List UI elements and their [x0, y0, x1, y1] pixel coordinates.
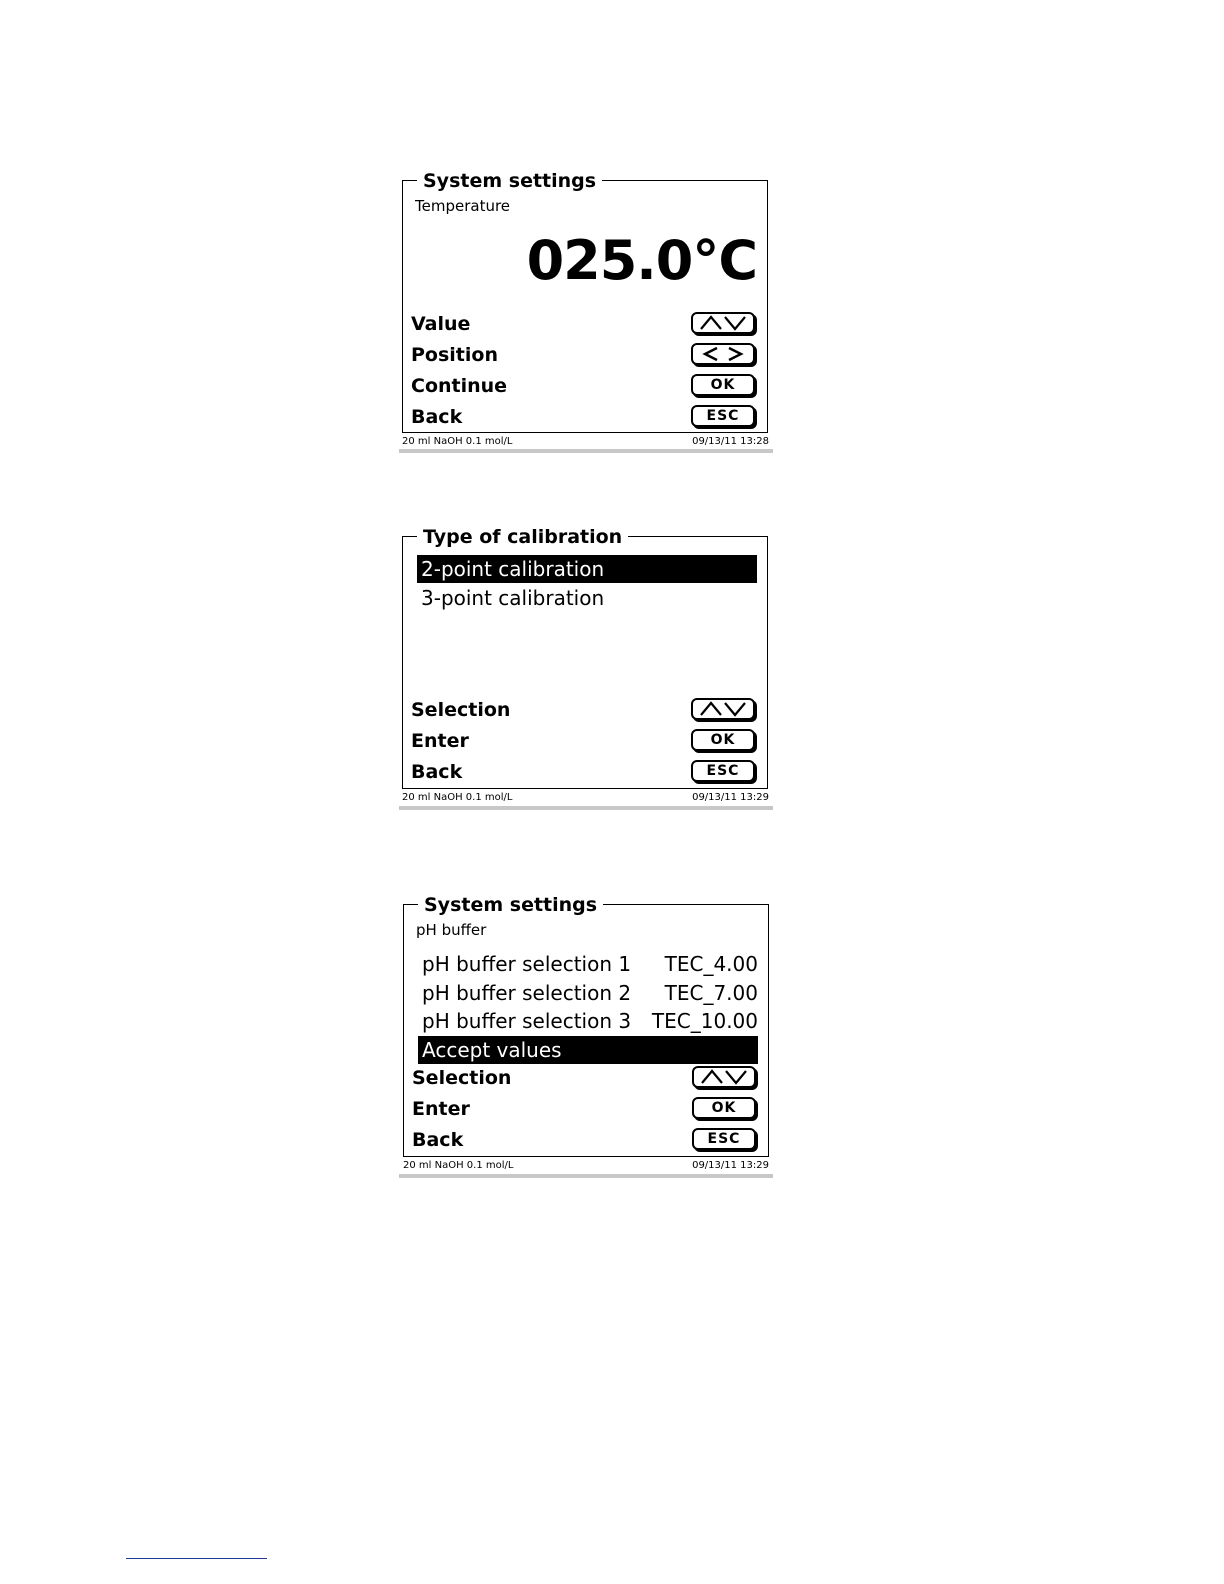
esc-key[interactable]: ESC [691, 760, 755, 782]
buffer-row-2[interactable] [418, 979, 758, 1007]
up-down-arrows-icon [697, 315, 749, 331]
buffer-label: pH buffer selection 2 [422, 981, 632, 1005]
footnote-separator [126, 1558, 267, 1559]
buffer-value: TEC_7.00 [664, 981, 758, 1005]
softkey-continue[interactable] [411, 371, 759, 402]
status-method: 20 ml NaOH 0.1 mol/L [403, 1160, 514, 1171]
status-bar [399, 433, 773, 453]
ok-key[interactable]: OK [691, 374, 755, 396]
status-bar [399, 1157, 773, 1178]
up-down-arrows-icon [697, 701, 749, 717]
buffer-row-1[interactable] [418, 950, 758, 978]
softkey-label: Back [412, 1129, 464, 1151]
ok-key[interactable]: OK [691, 729, 755, 751]
left-right-arrows-icon [697, 346, 749, 362]
softkey-label: Back [411, 406, 463, 428]
buffer-value: TEC_10.00 [651, 1009, 758, 1033]
softkey-selection[interactable] [411, 695, 759, 726]
softkey-label: Value [411, 313, 471, 335]
softkey-value[interactable] [411, 309, 759, 340]
softkey-back[interactable] [412, 1125, 760, 1156]
up-down-arrows-icon [698, 1069, 750, 1085]
status-datetime: 09/13/11 13:28 [692, 436, 769, 447]
list-item-3-point[interactable]: 3-point calibration [421, 586, 605, 610]
softkey-label: Selection [411, 699, 511, 721]
status-bar [399, 789, 773, 810]
buffer-row-3[interactable] [418, 1007, 758, 1035]
status-datetime: 09/13/11 13:29 [692, 792, 769, 803]
accept-values-item[interactable]: Accept values [418, 1036, 758, 1064]
softkey-label: Continue [411, 375, 508, 397]
buffer-label: pH buffer selection 1 [422, 952, 632, 976]
softkey-selection[interactable] [412, 1063, 760, 1094]
screen-title: System settings [418, 894, 603, 916]
softkey-label: Position [411, 344, 498, 366]
temperature-screen [399, 170, 773, 452]
screen-subtitle: pH buffer [416, 921, 487, 939]
ph-buffer-screen [399, 894, 773, 1178]
status-datetime: 09/13/11 13:29 [692, 1160, 769, 1171]
ok-key[interactable]: OK [692, 1097, 756, 1119]
status-method: 20 ml NaOH 0.1 mol/L [402, 436, 513, 447]
screen-frame [402, 170, 768, 433]
esc-key[interactable]: ESC [692, 1128, 756, 1150]
up-down-key[interactable] [691, 698, 755, 720]
softkey-back[interactable] [411, 757, 759, 788]
left-right-key[interactable] [691, 343, 755, 365]
buffer-value: TEC_4.00 [664, 952, 758, 976]
softkey-enter[interactable] [412, 1094, 760, 1125]
up-down-key[interactable] [691, 312, 755, 334]
softkey-label: Back [411, 761, 463, 783]
screen-title: System settings [417, 170, 602, 192]
temperature-value: 025.0°C [526, 229, 757, 292]
softkey-label: Selection [412, 1067, 512, 1089]
screen-title: Type of calibration [417, 526, 628, 548]
status-method: 20 ml NaOH 0.1 mol/L [402, 792, 513, 803]
buffer-label: pH buffer selection 3 [422, 1009, 632, 1033]
softkey-label: Enter [412, 1098, 470, 1120]
softkey-label: Enter [411, 730, 469, 752]
screen-subtitle: Temperature [415, 197, 511, 215]
screen-frame [402, 526, 768, 789]
list-item-2-point[interactable]: 2-point calibration [417, 555, 757, 583]
softkey-enter[interactable] [411, 726, 759, 757]
calibration-type-screen [399, 526, 773, 810]
screen-frame [403, 894, 769, 1157]
up-down-key[interactable] [692, 1066, 756, 1088]
softkey-position[interactable] [411, 340, 759, 371]
softkey-back[interactable] [411, 402, 759, 433]
esc-key[interactable]: ESC [691, 405, 755, 427]
